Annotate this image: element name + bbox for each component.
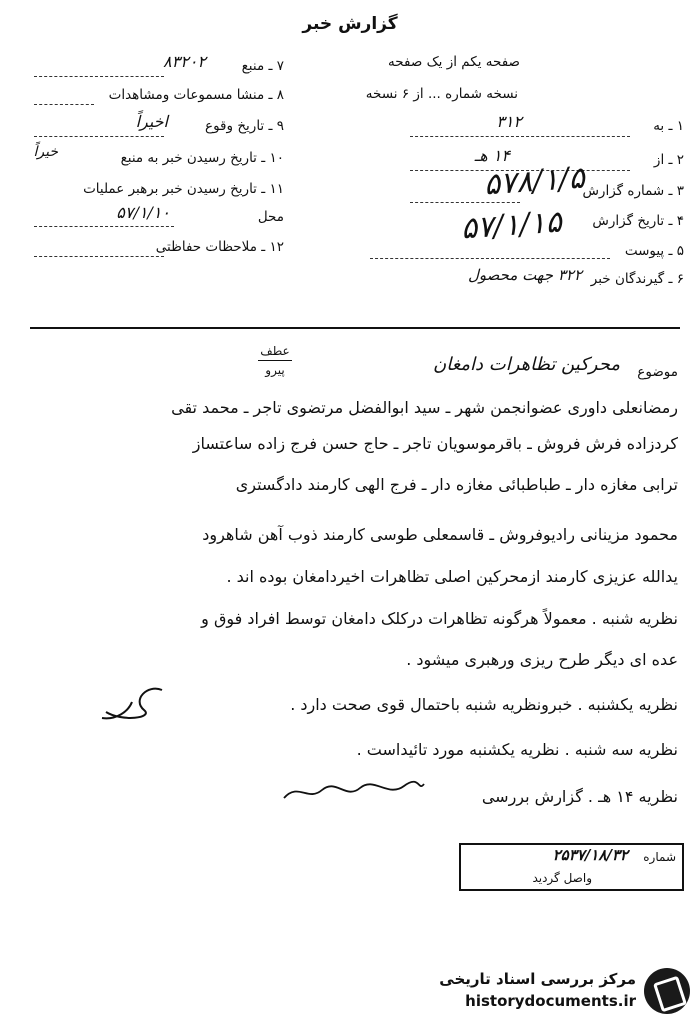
place-dotted-line <box>34 226 174 227</box>
copy-number-line: نسخه شماره ... از ۶ نسخه <box>365 86 518 102</box>
signature-initials <box>92 682 172 728</box>
stamp-number-value: ۲۵۳۷/۱۸/۳۲ <box>552 846 628 864</box>
signature-scribble <box>278 772 428 812</box>
occurrence-date-label: ۹ ـ تاریخ وقوع <box>205 118 284 134</box>
source-value: ۸۳۲۰۲ <box>163 52 206 71</box>
occurrence-date-value: اخیراً <box>135 112 168 131</box>
margin-note-top: عطف <box>260 344 290 358</box>
from-value: ۱۴ هـ <box>474 146 510 165</box>
receipt-stamp <box>459 843 684 891</box>
to-label: ۱ ـ به <box>653 118 684 134</box>
report-number-label: ۳ ـ شماره گزارش <box>582 183 684 199</box>
attachment-label: ۵ ـ پیوست <box>624 243 684 259</box>
body-line: نظریه یکشنبه . خبرونظریه شنبه باحتمال قوی صحت دارد . <box>290 695 678 714</box>
receipt-by-source-value: خیراً <box>33 144 58 160</box>
body-line: نظریه سه شنبه . نظریه یکشنبه مورد تائیداست . <box>356 740 678 759</box>
header-separator <box>30 327 680 329</box>
to-value: ۳۱۲ <box>496 112 522 131</box>
watermark-url: historydocuments.ir <box>465 992 636 1010</box>
report-date-label: ۴ ـ تاریخ گزارش <box>592 213 684 229</box>
recipients-label: ۶ ـ گیرندگان خبر <box>590 271 684 287</box>
report-title: گزارش خبر <box>302 14 398 34</box>
subject-value: محرکین تظاهرات دامغان <box>432 354 620 375</box>
place-value: ۵۷/۱/۱۰ <box>116 203 170 222</box>
report-date-value: ۵۷/۱/۱۵ <box>460 204 564 247</box>
margin-note-bottom: پیرو <box>265 363 285 377</box>
page-count-line: صفحه یکم از یک صفحه <box>388 54 520 70</box>
origin-label: ۸ ـ منشا مسموعات ومشاهدات <box>108 87 284 103</box>
body-line: نظریه شنبه . معمولاً هرگونه تظاهرات درکلک دامغان توسط افراد فوق و <box>201 609 678 628</box>
protection-notes-label: ۱۲ ـ ملاحظات حفاظتی <box>155 239 284 255</box>
receipt-by-ops-label: ۱۱ ـ تاریخ رسیدن خبر برهبر عملیات <box>83 181 284 197</box>
report-number-dotted-line <box>410 202 520 203</box>
receipt-by-source-label: ۱۰ ـ تاریخ رسیدن خبر به منبع <box>120 150 284 166</box>
stamp-note: واصل گردید <box>532 871 592 885</box>
source-dotted-line <box>34 76 164 77</box>
margin-note-bar <box>258 360 292 361</box>
report-number-value: ۵۷۸/۱/۵ <box>483 160 587 203</box>
from-label: ۲ ـ از <box>653 152 684 168</box>
source-label: ۷ ـ منبع <box>241 58 284 74</box>
body-line: عده ای دیگر طرح ریزی ورهبری میشود . <box>406 650 678 669</box>
body-line: کردزاده فرش فروش ـ باقرموسویان تاجر ـ حاج حسن فرج زاده ساعتساز <box>192 434 678 453</box>
body-line: محمود مزینانی رادیوفروش ـ قاسمعلی طوسی کارمند ذوب آهن شاهرود <box>202 525 678 544</box>
body-line: ترابی مغازه دار ـ طباطبائی مغازه دار ـ فرج الهی کارمند دادگستری <box>235 475 678 494</box>
body-line: رمضانعلی داوری عضوانجمن شهر ـ سید ابوالفضل مرتضوی تاجر ـ محمد تقی <box>171 398 678 417</box>
margin-reference-note <box>258 344 292 377</box>
recipients-value: ۳۲۲ جهت محصول <box>468 266 582 284</box>
place-label: محل <box>257 209 284 225</box>
watermark-title: مرکز بررسی اسناد تاریخی <box>439 970 636 988</box>
origin-dotted-line <box>34 104 94 105</box>
subject-label: موضوع <box>637 364 678 380</box>
to-dotted-line <box>410 136 630 137</box>
stamp-number-label: شماره <box>643 850 676 864</box>
attachment-dotted-line <box>370 258 610 259</box>
body-line: نظریه ۱۴ هـ . گزارش بررسی <box>481 787 678 806</box>
protection-dotted-line <box>34 256 164 257</box>
occurrence-dotted-line <box>34 136 164 137</box>
body-line: یدالله عزیزی کارمند ازمحرکین اصلی تظاهرات اخیردامغان بوده اند . <box>226 567 678 586</box>
archive-watermark <box>404 968 694 1016</box>
archive-logo-icon <box>644 968 690 1014</box>
